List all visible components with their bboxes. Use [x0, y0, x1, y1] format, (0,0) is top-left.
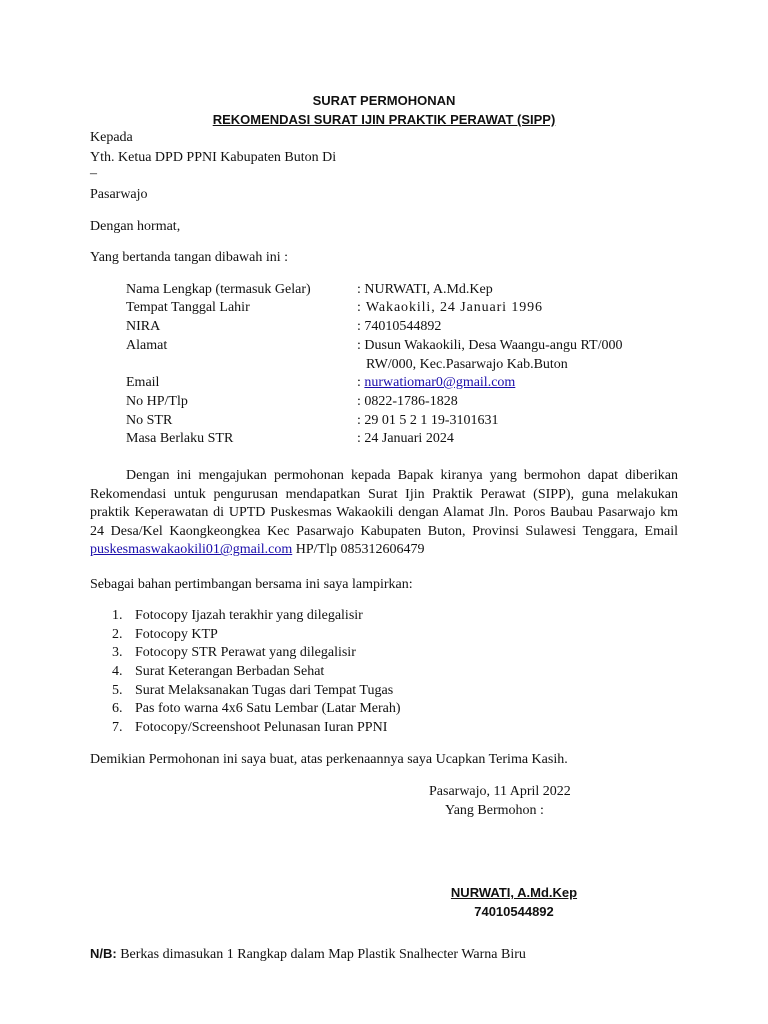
field-label-nira: NIRA	[126, 319, 161, 334]
signature-name: NURWATI, A.Md.Kep	[450, 885, 578, 900]
email-link[interactable]: nurwatiomar0@gmail.com	[364, 375, 516, 390]
list-item	[112, 627, 218, 643]
list-text: Surat Melaksanakan Tugas dari Tempat Tugas	[135, 683, 394, 698]
list-item	[112, 608, 363, 624]
field-value-hp: : 0822-1786-1828	[357, 394, 458, 409]
field-label-alamat: Alamat	[126, 338, 168, 353]
field-label-str: No STR	[126, 413, 173, 428]
recipient-line-4: Pasarwajo	[90, 187, 148, 202]
list-text: Fotocopy Ijazah terakhir yang dilegalisir	[135, 608, 363, 623]
list-item	[112, 664, 324, 680]
body-paragraph-text: Dengan ini mengajukan permohonan kepada Bapak kiranya yang bermohon dapat diberikan Rekomendasi untuk pengurusan mendapatkan Surat Ijin Praktik Perawat (SIPP), guna melakukan praktik Keperawatan di UPTD Puskesmas Wakaokili dengan Alamat Jln. Poros Baubau Pasarwajo km 24 Desa/Kel Kaongkeongkea Kec Pasarwajo Kabupaten Buton, Provinsi Sulawesi Tenggara, Email	[90, 468, 678, 539]
list-text: Pas foto warna 4x6 Satu Lembar (Latar Merah)	[135, 701, 401, 716]
field-value-nama: : NURWATI, A.Md.Kep	[357, 282, 493, 297]
list-item	[112, 701, 401, 717]
field-value-email	[357, 375, 515, 391]
recipient-line-3: –	[90, 166, 97, 181]
field-label-hp: No HP/Tlp	[126, 394, 188, 409]
letter-subtitle: REKOMENDASI SURAT IJIN PRAKTIK PERAWAT (SIPP)	[212, 112, 556, 127]
attachments-intro: Sebagai bahan pertimbangan bersama ini saya lampirkan:	[90, 577, 413, 592]
field-label-nama: Nama Lengkap (termasuk Gelar)	[126, 282, 311, 297]
field-label-masa-berlaku: Masa Berlaku STR	[126, 431, 234, 446]
list-text: Surat Keterangan Berbadan Sehat	[135, 664, 325, 679]
list-number: 2.	[112, 627, 123, 642]
recipient-line-2: Yth. Ketua DPD PPNI Kabupaten Buton Di	[90, 150, 337, 165]
list-text: Fotocopy STR Perawat yang dilegalisir	[135, 645, 356, 660]
list-number: 7.	[112, 720, 123, 735]
field-value-masa-berlaku: : 24 Januari 2024	[357, 431, 454, 446]
field-label-email: Email	[126, 375, 160, 390]
applicant-label: Yang Bermohon :	[445, 803, 544, 818]
list-item	[112, 683, 393, 699]
closing-text: Demikian Permohonan ini saya buat, atas perkenaannya saya Ucapkan Terima Kasih.	[90, 752, 568, 767]
list-text: Fotocopy KTP	[135, 627, 218, 642]
list-number: 5.	[112, 683, 123, 698]
field-value-str: : 29 01 5 2 1 19-3101631	[357, 413, 499, 428]
email-colon: :	[357, 375, 365, 390]
intro-text: Yang bertanda tangan dibawah ini :	[90, 250, 289, 265]
greeting: Dengan hormat,	[90, 219, 181, 234]
body-paragraph	[90, 467, 678, 560]
field-value-nira: : 74010544892	[357, 319, 442, 334]
signature-nira: 74010544892	[474, 904, 554, 919]
note	[90, 945, 526, 963]
recipient-line-1: Kepada	[90, 130, 133, 145]
list-number: 3.	[112, 645, 123, 660]
place-date: Pasarwajo, 11 April 2022	[429, 784, 571, 799]
field-label-ttl: Tempat Tanggal Lahir	[126, 300, 250, 315]
list-item	[112, 645, 356, 661]
letter-title: SURAT PERMOHONAN	[312, 93, 456, 108]
body-paragraph-phone: HP/Tlp 085312606479	[295, 542, 425, 558]
list-number: 6.	[112, 701, 123, 716]
note-text: Berkas dimasukan 1 Rangkap dalam Map Plastik Snalhecter Warna Biru	[116, 947, 526, 962]
list-number: 1.	[112, 608, 123, 623]
field-value-alamat: : Dusun Wakaokili, Desa Waangu-angu RT/000	[357, 338, 623, 353]
list-number: 4.	[112, 664, 123, 679]
note-label: N/B:	[90, 946, 117, 961]
field-value-ttl: : Wakaokili, 24 Januari 1996	[357, 300, 543, 315]
list-text: Fotocopy/Screenshoot Pelunasan Iuran PPNI	[135, 720, 388, 735]
list-item	[112, 720, 387, 736]
puskesmas-email-link[interactable]: puskesmaswakaokili01@gmail.com	[90, 542, 293, 558]
field-value-alamat-2: RW/000, Kec.Pasarwajo Kab.Buton	[366, 357, 568, 372]
